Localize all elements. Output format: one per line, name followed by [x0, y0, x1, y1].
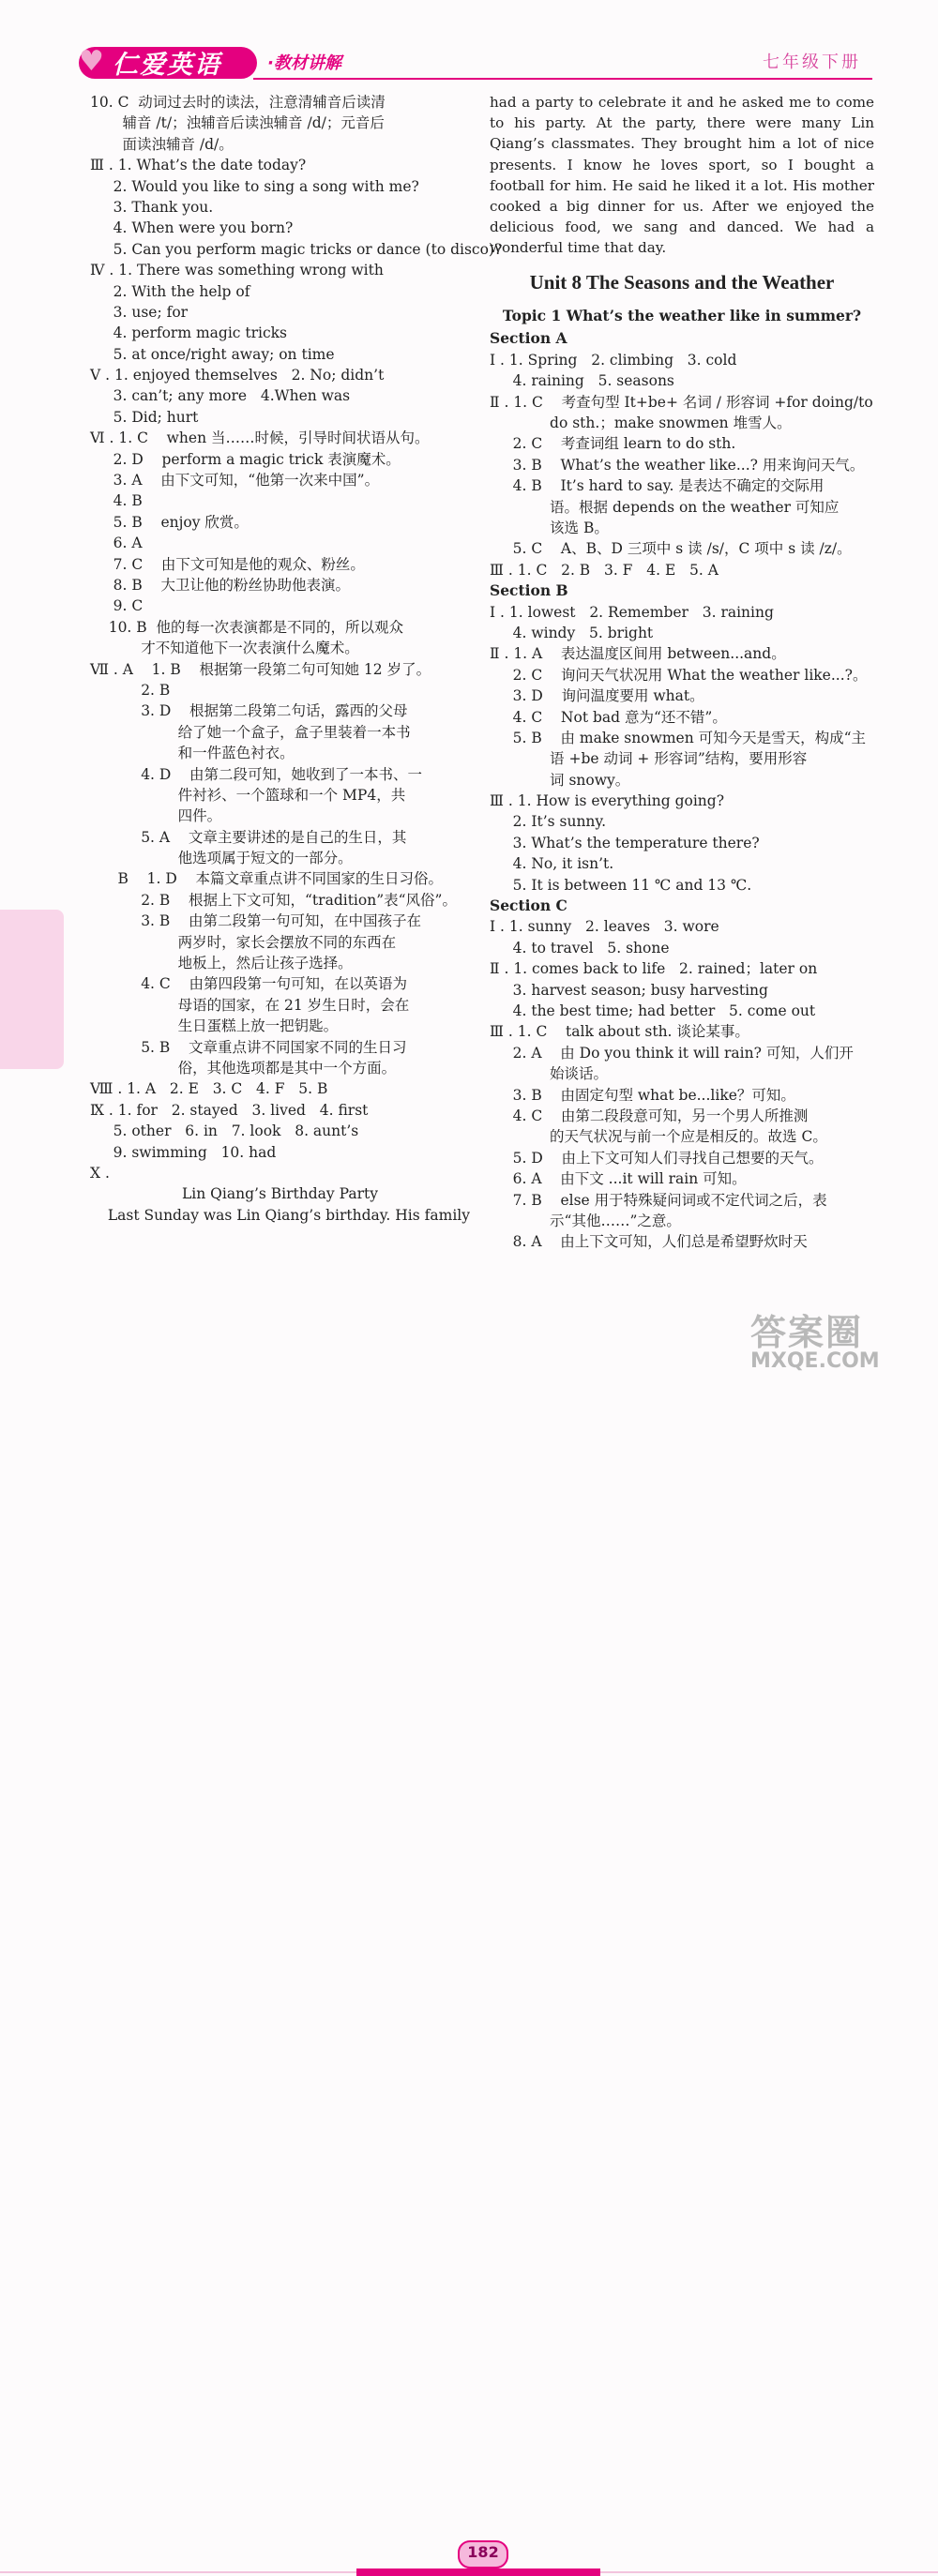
answer-line: B 1. D 本篇文章重点讲不同国家的生日习俗。	[90, 870, 444, 888]
answer-line: 3. D 询问温度要用 what。	[490, 687, 704, 705]
answer-line: Ⅹ .	[90, 1164, 110, 1182]
topic-title: Topic 1 What’s the weather like in summer?	[502, 307, 862, 325]
answer-line: 3. Thank you.	[90, 198, 214, 216]
essay-title: Lin Qiang’s Birthday Party	[182, 1185, 378, 1203]
answer-line: 4. to travel 5. shone	[490, 939, 670, 957]
answer-line: Ⅲ . 1. C talk about sth. 谈论某事。	[490, 1023, 749, 1041]
answer-line: 辅音 /t/；浊辅音后读浊辅音 /d/；元音后	[90, 114, 385, 132]
answer-line: 该选 B。	[490, 519, 609, 536]
answer-line: 3. can’t; any more 4.When was	[90, 387, 351, 405]
answer-line: 8. B 大卫让他的粉丝协助他表演。	[90, 576, 350, 594]
answer-line: 才不知道他下一次表演什么魔术。	[90, 640, 359, 657]
answer-line: 4. B It’s hard to say. 是表达不确定的交际用	[490, 477, 825, 495]
answer-line: 4. When were you born?	[90, 219, 294, 237]
answer-line: 件衬衫、一个篮球和一个 MP4，共	[90, 786, 406, 804]
answer-line: 示“其他……”之意。	[490, 1212, 681, 1229]
answer-line: 生日蛋糕上放一把钥匙。	[90, 1017, 339, 1035]
answer-line: 5. C A、B、D 三项中 s 读 /s/，C 项中 s 读 /z/。	[490, 540, 852, 558]
answer-line: 2. C 考查词组 learn to do sth.	[490, 435, 736, 453]
answer-line: 3. B 由第二段第一句可知，在中国孩子在	[90, 912, 422, 930]
answer-line: 9. C	[90, 597, 144, 615]
answer-line: Ⅰ . 1. Spring 2. climbing 3. cold	[490, 351, 737, 369]
answer-line: 4. the best time; had better 5. come out	[490, 1002, 816, 1019]
section-c-answers	[490, 916, 874, 1252]
answer-line: Ⅲ . 1. How is everything going?	[490, 792, 725, 810]
logo-text: 仁爱英语	[113, 51, 221, 80]
answer-line: Ⅰ . 1. lowest 2. Remember 3. raining	[490, 603, 774, 621]
answer-line: 2. B 根据上下文可知，“tradition”表“风俗”。	[90, 891, 457, 909]
essay-first-line: Last Sunday was Lin Qiang’s birthday. His family	[107, 1206, 470, 1224]
answer-line: 3. B What’s the weather like...? 用来询问天气。	[490, 456, 865, 474]
watermark	[750, 1303, 929, 1373]
answer-line: 给了她一个盒子，盒子里装着一本书	[90, 723, 411, 741]
answer-line: 2. It’s sunny.	[490, 813, 607, 831]
heart-icon: ♥	[79, 45, 104, 78]
answer-line: 3. harvest season; busy harvesting	[490, 981, 768, 999]
answer-line: 4. C 由第四段第一句可知，在以英语为	[90, 975, 407, 993]
answer-line: 5. B 文章重点讲不同国家不同的生日习	[90, 1038, 407, 1056]
answer-line: 7. B else 用于特殊疑问词或不定代词之后，表	[490, 1191, 827, 1209]
answer-line: 4. D 由第二段可知，她收到了一本书、一	[90, 765, 423, 783]
page-header	[0, 0, 938, 84]
side-decoration	[0, 910, 64, 1069]
answer-line: 5. at once/right away; on time	[90, 345, 335, 363]
answer-line: 4. perform magic tricks	[90, 324, 288, 342]
answer-line: 8. A 由上下文可知，人们总是希望野炊时天	[490, 1233, 808, 1251]
answer-line: Ⅵ . 1. C when 当……时候，引导时间状语从句。	[90, 429, 430, 447]
right-column	[490, 92, 874, 1253]
answer-line: 4. raining 5. seasons	[490, 372, 674, 390]
answer-line: 语 +be 动词 + 形容词”结构，要用形容	[490, 750, 808, 768]
answer-line: 地板上，然后让孩子选择。	[90, 955, 353, 972]
answer-line: 4. windy 5. bright	[490, 624, 654, 641]
answer-line: 3. A 由下文可知，“他第一次来中国”。	[90, 472, 380, 490]
answer-line: 5. B enjoy 欣赏。	[90, 513, 249, 531]
answer-line: 四件。	[90, 807, 222, 825]
answer-line: Ⅲ . 1. C 2. B 3. F 4. E 5. A	[490, 561, 719, 579]
section-a-heading: Section A	[490, 329, 567, 348]
answer-line: 2. C 询问天气状况用 What the weather like...?。	[490, 666, 868, 684]
header-divider	[253, 78, 872, 80]
essay-continuation: had a party to celebrate it and he asked me to come to his party. At the party, there were many Lin Qiang’s classmates. They brought him a lot of nice presents. I know he loves sport, so I bought a football for him. He said he liked it a lot. His mother cooked a big dinner for us. After we enjoyed the delicious food, we sang and danced. We had a wonderful time that day.	[490, 94, 874, 257]
section-a-answers	[490, 350, 874, 580]
header-subtitle: ·教材讲解	[267, 53, 341, 73]
answer-line: 6. A	[90, 535, 143, 552]
answer-line: 3. What’s the temperature there?	[490, 834, 760, 851]
answer-line: 母语的国家，在 21 岁生日时，会在	[90, 996, 410, 1014]
answer-line: 4. No, it isn’t.	[490, 855, 614, 873]
answer-line: Ⅷ . 1. A 2. E 3. C 4. F 5. B	[90, 1080, 328, 1098]
answer-line: 面读浊辅音 /d/。	[90, 135, 234, 153]
answer-line: 始谈话。	[490, 1065, 609, 1083]
answer-line: Ⅸ . 1. for 2. stayed 3. lived 4. first	[90, 1101, 369, 1119]
answer-line: 2. With the help of	[90, 282, 250, 300]
answer-line: Ⅰ . 1. sunny 2. leaves 3. wore	[490, 918, 719, 936]
footer-bar	[356, 2568, 600, 2576]
answer-line: 9. swimming 10. had	[90, 1143, 277, 1161]
answer-line: 7. C 由下文可知是他的观众、粉丝。	[90, 555, 365, 573]
answer-line: 10. B 他的每一次表演都是不同的，所以观众	[90, 618, 404, 636]
unit-title: Unit 8 The Seasons and the Weather	[529, 270, 835, 294]
answer-line: Ⅴ . 1. enjoyed themselves 2. No; didn’t	[90, 367, 385, 384]
answer-line: 2. A 由 Do you think it will rain? 可知，人们开	[490, 1044, 854, 1062]
answer-line: 3. D 根据第二段第二句话，露西的父母	[90, 702, 408, 720]
answer-line: 3. use; for	[90, 303, 189, 321]
answer-line: 5. A 文章主要讲述的是自己的生日，其	[90, 828, 407, 846]
section-b-answers	[490, 602, 874, 896]
answer-line: Ⅶ . A 1. B 根据第一段第二句可知她 12 岁了。	[90, 660, 431, 678]
answer-line: 10. C 动词过去时的读法，注意清辅音后读清	[90, 94, 386, 111]
answer-line: 5. Can you perform magic tricks or dance (to disco)?	[90, 240, 503, 258]
answer-line: 两岁时，家长会摆放不同的东西在	[90, 933, 397, 951]
answer-line: 语。根据 depends on the weather 可知应	[490, 498, 840, 516]
answer-line: 5. other 6. in 7. look 8. aunt’s	[90, 1122, 359, 1140]
answer-line: 他选项属于短文的一部分。	[90, 850, 353, 867]
answer-line: 5. Did; hurt	[90, 408, 199, 426]
watermark-url: MXQE.COM	[750, 1349, 880, 1373]
answer-line: 2. B	[90, 681, 171, 699]
section-b-heading: Section B	[490, 581, 568, 600]
answer-line: 2. Would you like to sing a song with me?	[90, 177, 419, 195]
answer-line: 4. C Not bad 意为“还不错”。	[490, 708, 727, 726]
answer-line: 4. B	[90, 492, 143, 510]
answer-line: 俗，其他选项都是其中一个方面。	[90, 1059, 397, 1077]
answer-line: 词 snowy。	[490, 771, 630, 789]
answer-line: Ⅳ . 1. There was something wrong with	[90, 262, 384, 279]
answer-line: Ⅱ . 1. A 表达温度区间用 between...and。	[490, 645, 786, 663]
answer-line: 4. C 由第二段段意可知，另一个男人所推测	[490, 1107, 809, 1124]
section-c-heading: Section C	[490, 896, 567, 915]
left-column	[90, 92, 503, 1226]
page-number: 182	[467, 2543, 499, 2561]
answer-line: Ⅱ . 1. C 考查句型 It+be+ 名词 / 形容词 +for doing/to	[490, 393, 873, 411]
answer-line: 5. It is between 11 ℃ and 13 ℃.	[490, 876, 752, 894]
watermark-logo: 答案圈	[750, 1312, 864, 1353]
answer-line: 5. B 由 make snowmen 可知今天是雪天，构成“主	[490, 729, 867, 746]
answer-line: 的天气状况与前一个应是相反的。故选 C。	[490, 1128, 827, 1146]
answer-line: Ⅲ . 1. What’s the date today?	[90, 157, 307, 174]
answer-line: do sth.；make snowmen 堆雪人。	[490, 414, 792, 432]
answer-line: Ⅱ . 1. comes back to life 2. rained；later on	[490, 960, 818, 978]
answer-line: 和一件蓝色衬衣。	[90, 745, 295, 762]
answer-line: 2. D perform a magic trick 表演魔术。	[90, 450, 401, 468]
answer-line: 3. B 由固定句型 what be...like？可知。	[490, 1086, 795, 1104]
grade-label: 七年级下册	[763, 53, 861, 72]
answer-line: 6. A 由下文 ...it will rain 可知。	[490, 1170, 747, 1188]
answer-line: 5. D 由上下文可知人们寻找自己想要的天气。	[490, 1149, 824, 1167]
